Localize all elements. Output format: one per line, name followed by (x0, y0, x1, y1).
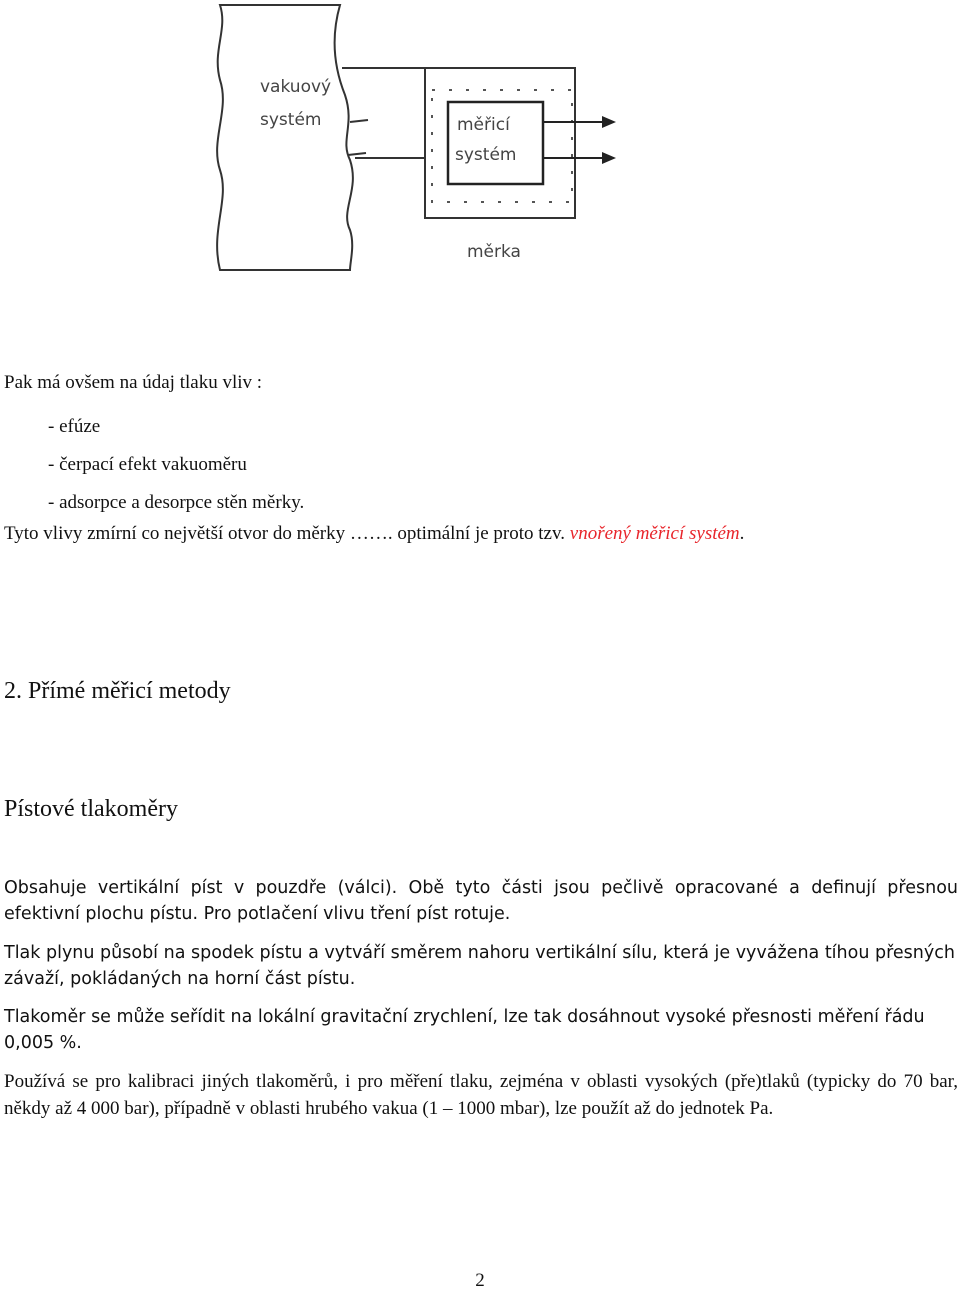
vacuum-system-outline (217, 5, 353, 270)
list-item: - adsorpce a desorpce stěn měrky. (48, 492, 305, 513)
highlighted-term: vnořený měřicí systém (569, 523, 740, 544)
paragraph-4: Používá se pro kalibraci jiných tlakoměrů, i pro měření tlaku, zejména v oblasti vysokých (pře)tlaků (typicky do 70 bar, někdy až 4 000 bar), případně v oblasti hrubého vakua (1 – 1000 mbar), lze použít až do jednotek Pa. (4, 1071, 958, 1119)
diagram-svg (190, 0, 650, 275)
tyto-end: . (739, 523, 745, 544)
section-heading: 2. Přímé měřicí metody (4, 678, 231, 704)
arrow-out-lower (602, 152, 616, 164)
vacuum-gauge-diagram (190, 0, 650, 275)
effects-list (48, 408, 304, 522)
page-number: 2 (475, 1270, 485, 1291)
tyto-paragraph (4, 521, 958, 547)
diagram-label-measuring-1: měřicí (457, 115, 510, 135)
intro-paragraph: Pak má ovšem na údaj tlaku vliv : (4, 372, 263, 393)
list-item: - čerpací efekt vakuoměru (48, 454, 247, 475)
diagram-label-vacuum-1: vakuový (260, 77, 332, 97)
list-item: - efúze (48, 416, 101, 437)
diagram-label-vacuum-2: systém (260, 110, 322, 130)
diagram-label-measuring-2: systém (455, 145, 517, 165)
arrow-out-upper (602, 116, 616, 128)
paragraph-2: Tlak plynu působí na spodek pístu a vytváří směrem nahoru vertikální sílu, která je vyvážena tíhou přesných závaží, pokládaných na horní část pístu. (4, 943, 955, 989)
subsection-heading: Pístové tlakoměry (4, 796, 178, 822)
tyto-text: Tyto vlivy zmírní co největší otvor do měrky ……. optimální je proto tzv. (4, 523, 570, 544)
paragraph-1: Obsahuje vertikální píst v pouzdře (válci). Obě tyto části jsou pečlivě opracované a definují přesnou efektivní plochu pístu. Pro potlačení vlivu tření píst rotuje. (4, 878, 958, 924)
paragraph-3: Tlakoměr se může seřídit na lokální gravitační zrychlení, lze tak dosáhnout vysoké přesnosti měření řádu 0,005 %. (4, 1007, 925, 1053)
diagram-label-gauge: měrka (467, 242, 521, 262)
